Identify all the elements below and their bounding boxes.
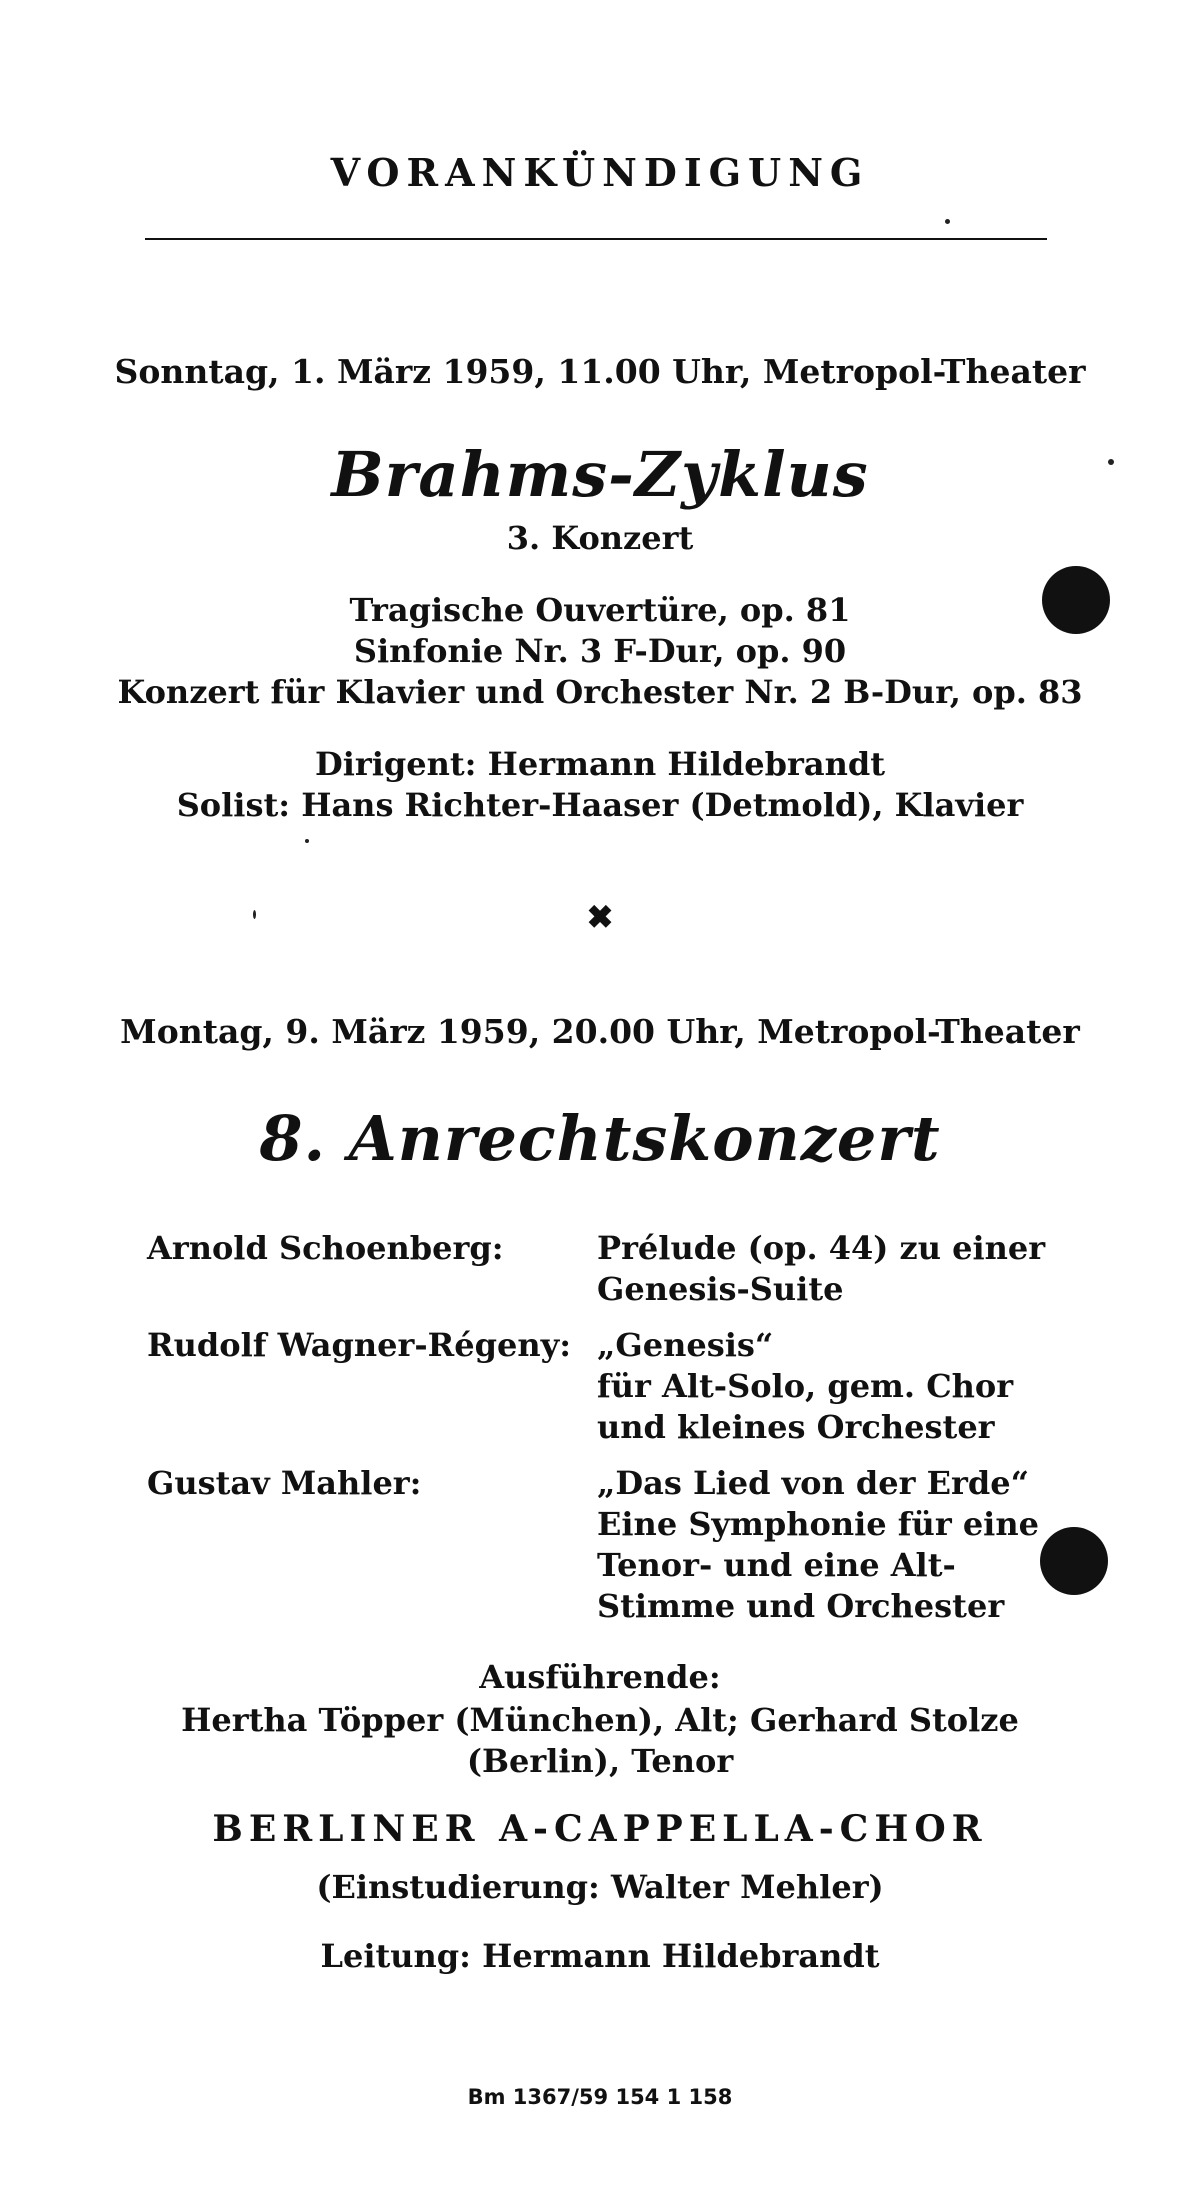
punch-hole	[1040, 1527, 1108, 1595]
page-heading: VORANKÜNDIGUNG	[330, 150, 870, 195]
composer-name: Gustav Mahler:	[147, 1464, 422, 1502]
composer-name: Arnold Schoenberg:	[147, 1229, 504, 1267]
direction-line: Leitung: Hermann Hildebrandt	[320, 1937, 880, 1975]
ink-speck	[1108, 459, 1114, 465]
print-code: Bm 1367/59 154 1 158	[467, 2085, 733, 2109]
concert1-program-item: Konzert für Klavier und Orchester Nr. 2 B-Dur, op. 83	[117, 673, 1083, 711]
concert2-title: 8. Anrechtskonzert	[259, 1102, 941, 1175]
composer-name: Rudolf Wagner-Régeny:	[147, 1326, 572, 1364]
punch-hole	[1042, 566, 1110, 634]
concert1-dateline: Sonntag, 1. März 1959, 11.00 Uhr, Metropol-Theater	[114, 352, 1086, 391]
work-line: Prélude (op. 44) zu einer	[597, 1229, 1046, 1267]
ink-speck	[253, 910, 256, 919]
work-line: Eine Symphonie für eine	[597, 1505, 1039, 1543]
work-line: Genesis-Suite	[597, 1270, 844, 1308]
performers-line: (Berlin), Tenor	[466, 1742, 734, 1780]
separator-mark: ✖	[586, 898, 614, 936]
concert1-soloist: Solist: Hans Richter-Haaser (Detmold), Klavier	[176, 786, 1024, 824]
concert1-program-item: Sinfonie Nr. 3 F-Dur, op. 90	[353, 632, 847, 670]
choir-name: BERLINER A-CAPPELLA-CHOR	[212, 1808, 988, 1850]
work-line: für Alt-Solo, gem. Chor	[597, 1367, 1014, 1405]
concert1-program-item: Tragische Ouvertüre, op. 81	[349, 591, 851, 629]
work-line: „Das Lied von der Erde“	[597, 1464, 1030, 1502]
choir-note: (Einstudierung: Walter Mehler)	[316, 1868, 884, 1906]
heading-rule	[145, 238, 1047, 240]
ink-speck	[305, 839, 309, 843]
performers-line: Hertha Töpper (München), Alt; Gerhard Stolze	[181, 1701, 1019, 1739]
concert1-title: Brahms-Zyklus	[331, 438, 869, 511]
performers-label: Ausführende:	[479, 1658, 721, 1696]
concert2-dateline: Montag, 9. März 1959, 20.00 Uhr, Metropol-Theater	[120, 1012, 1080, 1051]
work-line: Stimme und Orchester	[597, 1587, 1005, 1625]
work-line: „Genesis“	[597, 1326, 774, 1364]
ink-speck	[945, 219, 950, 224]
work-line: Tenor- und eine Alt-	[597, 1546, 956, 1584]
work-line: und kleines Orchester	[597, 1408, 995, 1446]
concert1-subtitle: 3. Konzert	[506, 519, 694, 557]
concert1-conductor: Dirigent: Hermann Hildebrandt	[314, 745, 886, 783]
